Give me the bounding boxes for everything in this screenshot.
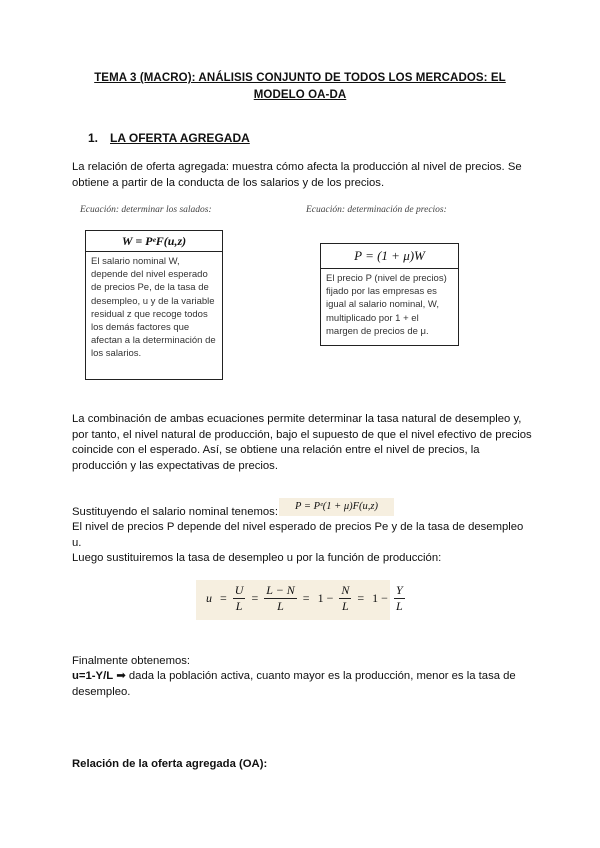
substitution-formula: P = Pᵉ(1 + μ)F(u,z) — [279, 498, 394, 516]
section-title: LA OFERTA AGREGADA — [110, 131, 250, 145]
section-number: 1. — [88, 131, 99, 145]
formula-eq-1: = — [220, 591, 227, 605]
wage-equation-formula: W = PᵉF(u,z) — [86, 231, 222, 252]
price-equation-caption: Ecuación: determinación de precios: — [306, 205, 447, 215]
formula-eq-4: = — [357, 591, 365, 605]
formula-u: u — [206, 591, 212, 605]
oa-relation-heading: Relación de la oferta agregada (OA): — [72, 758, 268, 770]
formula-one-minus-1: 1 − — [317, 591, 334, 605]
intro-paragraph: La relación de oferta agregada: muestra cómo afecta la producción al nivel de precios. Se obtiene a partir de la conducta de los salarios y de los precios. — [72, 161, 522, 189]
section-heading — [88, 131, 250, 145]
price-dependence-paragraph: El nivel de precios P depende del nivel esperado de precios Pe y de la tasa de desempleo u. — [72, 521, 524, 549]
wage-equation-caption: Ecuación: determinar los salados: — [80, 205, 212, 215]
wage-equation-box — [85, 230, 223, 380]
formula-fraction-3: $\frac{N}{L}$ — [341, 583, 350, 613]
substitution-lead: Sustituyendo el salario nominal tenemos: — [72, 506, 278, 518]
document-title: TEMA 3 (MACRO): ANÁLISIS CONJUNTO DE TODOS LOS MERCADOS: EL MODELO OA-DA — [94, 72, 506, 101]
price-equation-box — [320, 243, 459, 346]
result-text: dada la población activa, cuanto mayor es la producción, menor es la tasa de desempleo. — [72, 670, 516, 698]
formula-fraction-4: $\frac{Y}{L}$ — [395, 583, 403, 613]
formula-eq-3: = — [302, 591, 310, 605]
finally-paragraph: Finalmente obtenemos: — [72, 655, 191, 667]
price-equation-formula: P = (1 + μ)W — [321, 244, 458, 269]
result-paragraph — [72, 669, 532, 700]
wage-equation-text: El salario nominal W, depende del nivel esperado de precios Pe, de la tasa de desempleo, u y de la variable residual z que recoge todos los demás factores que afectan a la determinación de los salarios. — [91, 256, 216, 360]
formula-fraction-1: $\frac{U}{L}$ — [234, 583, 244, 613]
formula-eq-2: = — [251, 591, 259, 605]
combination-paragraph: La combinación de ambas ecuaciones permite determinar la tasa natural de desempleo y, por tanto, el nivel natural de producción, bajo el supuesto de que el nivel efectivo de precios coincide con el esperado. Así, se obtiene una relación entre el nivel de precios, la producción y las expectativas de precios. — [72, 413, 532, 472]
formula-fraction-2: $\frac{L - N}{L}$ — [266, 583, 295, 613]
result-formula: u=1-Y/L — [72, 670, 114, 682]
formula-one-minus-2: 1 − — [372, 591, 388, 605]
price-equation-text: El precio P (nivel de precios) fijado por las empresas es igual al salario nominal, W, multiplicado por 1 + el margen de precios de μ. — [326, 273, 447, 337]
then-paragraph: Luego sustituiremos la tasa de desempleo u por la función de producción: — [72, 552, 442, 564]
substitution-line — [72, 505, 278, 521]
unemployment-formula — [196, 580, 403, 620]
right-arrow-icon: ➡ — [116, 670, 126, 682]
